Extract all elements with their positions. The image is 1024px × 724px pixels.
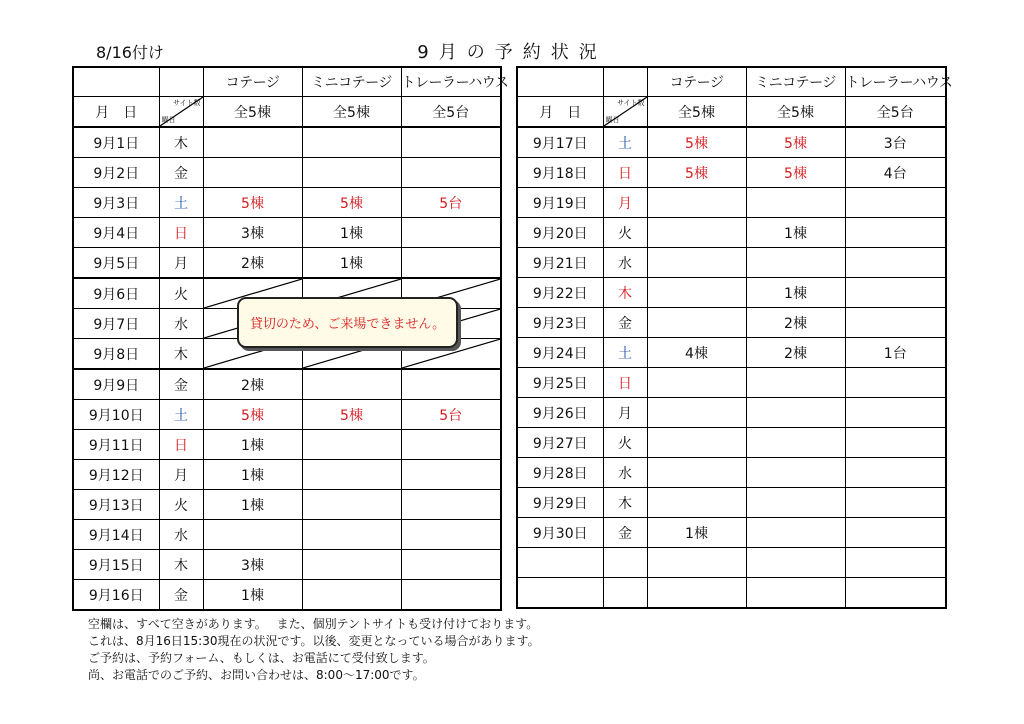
row-cottage [647,548,746,578]
row-trailer [845,398,946,428]
table-row [517,368,946,398]
row-mini [746,488,845,518]
row-date: 9月15日 [73,550,159,580]
row-mini [302,460,401,490]
row-mini [302,490,401,520]
row-date: 9月19日 [517,188,603,218]
row-date: 9月23日 [517,308,603,338]
row-date: 9月12日 [73,460,159,490]
header-blank [603,67,647,97]
row-mini: 1棟 [302,248,401,279]
row-cottage: 1棟 [203,460,302,490]
row-cottage: 5棟 [647,158,746,188]
row-date: 9月29日 [517,488,603,518]
row-cottage [203,158,302,188]
header-trailer-total: 全5台 [845,97,946,128]
row-date: 9月14日 [73,520,159,550]
header-trailer-house: トレーラーハウス [401,67,501,97]
row-date: 9月20日 [517,218,603,248]
row-cottage: 4棟 [647,338,746,368]
row-cottage: 5棟 [203,188,302,218]
table-row [73,400,501,430]
row-date: 9月27日 [517,428,603,458]
row-cottage [647,368,746,398]
row-trailer [401,430,501,460]
header-row-totals [73,97,501,128]
header-diagonal-cell [603,97,647,128]
row-date: 9月13日 [73,490,159,520]
row-date: 9月25日 [517,368,603,398]
row-trailer: 1台 [845,338,946,368]
document-date: 8/16付け [96,43,164,62]
row-trailer [401,580,501,611]
header-diagonal-cell [159,97,203,128]
row-mini [302,550,401,580]
row-cottage [647,488,746,518]
row-mini [746,458,845,488]
table-row [517,398,946,428]
row-mini: 2棟 [746,308,845,338]
row-cottage: 1棟 [203,490,302,520]
table-row [517,188,946,218]
row-date: 9月17日 [517,127,603,158]
row-cottage: 2棟 [203,369,302,400]
row-day-of-week: 金 [159,369,203,400]
row-mini: 5棟 [302,188,401,218]
row-mini [746,578,845,609]
row-mini: 1棟 [746,278,845,308]
row-cottage [203,127,302,158]
row-cottage: 5棟 [203,400,302,430]
header-row-types [517,67,946,97]
row-day-of-week: 金 [159,580,203,611]
table-row [73,520,501,550]
row-cottage: 1棟 [647,518,746,548]
header-site-count-label: サイト数 [172,99,201,107]
row-mini: 5棟 [746,158,845,188]
row-date: 9月18日 [517,158,603,188]
header-mini-cottage: ミニコテージ [746,67,845,97]
row-mini [302,430,401,460]
row-trailer [845,218,946,248]
row-mini: 1棟 [746,218,845,248]
row-mini [302,520,401,550]
row-date [517,578,603,609]
row-day-of-week: 日 [159,218,203,248]
row-trailer [845,488,946,518]
header-cottage-total: 全5棟 [203,97,302,128]
row-cottage [647,278,746,308]
row-trailer [845,308,946,338]
row-day-of-week: 日 [603,368,647,398]
row-cottage [647,248,746,278]
row-mini [302,158,401,188]
row-trailer [845,368,946,398]
row-date: 9月2日 [73,158,159,188]
row-cottage [647,458,746,488]
row-date: 9月7日 [73,309,159,339]
row-day-of-week: 土 [159,188,203,218]
schedule-table-right [516,66,953,609]
row-date: 9月4日 [73,218,159,248]
header-cottage: コテージ [203,67,302,97]
row-date: 9月5日 [73,248,159,279]
header-mini-cottage-total: 全5棟 [302,97,401,128]
row-trailer [401,520,501,550]
row-day-of-week: 月 [603,188,647,218]
row-day-of-week: 木 [159,550,203,580]
row-cottage [647,188,746,218]
row-cottage [647,578,746,609]
note-line-1: 空欄は、すべて空きがあります。 また、個別テントサイトも受け付けております。 [88,617,539,631]
row-cottage [647,398,746,428]
table-row [517,158,946,188]
row-trailer [401,218,501,248]
row-cottage [647,428,746,458]
table-row [517,548,946,578]
document-title: 9月の予約状況 [417,42,607,63]
row-day-of-week: 水 [603,248,647,278]
row-trailer [845,278,946,308]
row-cottage: 3棟 [203,218,302,248]
row-date: 9月28日 [517,458,603,488]
header-dow-label: 曜日 [161,116,176,124]
table-row [517,127,946,158]
row-mini [746,398,845,428]
header-blank [73,67,159,97]
row-day-of-week: 金 [603,308,647,338]
header-mini-cottage-total: 全5棟 [746,97,845,128]
footer-notes [88,616,540,684]
row-mini [746,188,845,218]
row-mini [746,368,845,398]
row-trailer: 3台 [845,127,946,158]
row-trailer [845,578,946,609]
closed-notice: 貸切のため、ご来場できません。 [237,297,458,348]
header-blank [159,67,203,97]
row-trailer [401,158,501,188]
row-day-of-week [603,548,647,578]
table-row [73,430,501,460]
note-line-3: ご予約は、予約フォーム、もしくは、お電話にて受付致します。 [88,651,435,665]
row-mini: 2棟 [746,338,845,368]
row-trailer [845,188,946,218]
row-date: 9月9日 [73,369,159,400]
row-day-of-week: 水 [159,309,203,339]
header-trailer-total: 全5台 [401,97,501,128]
row-trailer [845,518,946,548]
table-row [73,490,501,520]
row-date: 9月30日 [517,518,603,548]
header-blank [517,67,603,97]
row-trailer [401,248,501,279]
table-row [517,578,946,609]
table-row [517,308,946,338]
row-cottage: 5棟 [647,127,746,158]
schedule-body-right [517,67,953,608]
table-row [73,127,501,158]
header-date: 月 日 [73,97,159,128]
table-row [517,428,946,458]
row-day-of-week: 土 [159,400,203,430]
row-day-of-week: 水 [159,520,203,550]
header-dow-label: 曜日 [605,116,620,124]
row-day-of-week: 水 [603,458,647,488]
table-row [73,218,501,248]
row-trailer [401,490,501,520]
row-trailer: 5台 [401,188,501,218]
row-day-of-week: 木 [159,127,203,158]
row-date: 9月1日 [73,127,159,158]
table-row [73,248,501,279]
row-day-of-week: 木 [159,339,203,370]
row-cottage: 1棟 [203,430,302,460]
row-trailer: 4台 [845,158,946,188]
row-day-of-week: 土 [603,338,647,368]
row-trailer [401,369,501,400]
row-mini [746,518,845,548]
row-mini [302,580,401,611]
row-date: 9月21日 [517,248,603,278]
row-day-of-week: 月 [159,460,203,490]
table-row [517,248,946,278]
row-cottage [647,218,746,248]
table-row [73,460,501,490]
header-cottage-total: 全5棟 [647,97,746,128]
row-date [517,548,603,578]
row-trailer [401,550,501,580]
row-date: 9月6日 [73,278,159,309]
note-line-4: 尚、お電話でのご予約、お問い合わせは、8:00～17:00です。 [88,668,425,682]
row-trailer [845,458,946,488]
row-cottage: 3棟 [203,550,302,580]
row-trailer [845,548,946,578]
row-mini [302,369,401,400]
header-row-totals [517,97,946,128]
header-mini-cottage: ミニコテージ [302,67,401,97]
row-mini [746,548,845,578]
table-row [517,218,946,248]
row-cottage [203,520,302,550]
row-trailer [845,428,946,458]
row-day-of-week: 木 [603,488,647,518]
header-date: 月 日 [517,97,603,128]
header-cottage: コテージ [647,67,746,97]
row-day-of-week: 火 [159,490,203,520]
row-date: 9月24日 [517,338,603,368]
row-trailer [401,460,501,490]
row-cottage: 2棟 [203,248,302,279]
row-date: 9月16日 [73,580,159,611]
row-trailer [845,248,946,278]
header-row-types [73,67,501,97]
note-line-2: これは、8月16日15:30現在の状況です。以後、変更となっている場合があります。 [88,634,540,648]
row-date: 9月3日 [73,188,159,218]
row-date: 9月10日 [73,400,159,430]
table-row [73,188,501,218]
row-trailer [401,127,501,158]
row-day-of-week: 火 [159,278,203,309]
table-row [73,369,501,400]
row-day-of-week: 月 [603,398,647,428]
row-day-of-week: 月 [159,248,203,279]
table-row [73,580,501,611]
table-row [517,458,946,488]
row-day-of-week [603,578,647,609]
row-mini: 5棟 [746,127,845,158]
row-day-of-week: 火 [603,428,647,458]
header-site-count-label: サイト数 [616,99,645,107]
table-row [73,550,501,580]
row-day-of-week: 金 [159,158,203,188]
table-row [517,278,946,308]
row-day-of-week: 土 [603,127,647,158]
row-mini: 1棟 [302,218,401,248]
row-day-of-week: 日 [603,158,647,188]
row-mini [746,248,845,278]
table-row [517,518,946,548]
row-date: 9月26日 [517,398,603,428]
row-mini [302,127,401,158]
row-mini: 5棟 [302,400,401,430]
row-day-of-week: 日 [159,430,203,460]
row-trailer: 5台 [401,400,501,430]
row-day-of-week: 木 [603,278,647,308]
row-date: 9月11日 [73,430,159,460]
header-trailer-house: トレーラーハウス [845,67,946,97]
table-row [517,488,946,518]
row-date: 9月8日 [73,339,159,370]
table-row [73,158,501,188]
row-date: 9月22日 [517,278,603,308]
table-row [517,338,946,368]
row-day-of-week: 火 [603,218,647,248]
row-mini [746,428,845,458]
row-cottage: 1棟 [203,580,302,611]
row-cottage [647,308,746,338]
row-day-of-week: 金 [603,518,647,548]
